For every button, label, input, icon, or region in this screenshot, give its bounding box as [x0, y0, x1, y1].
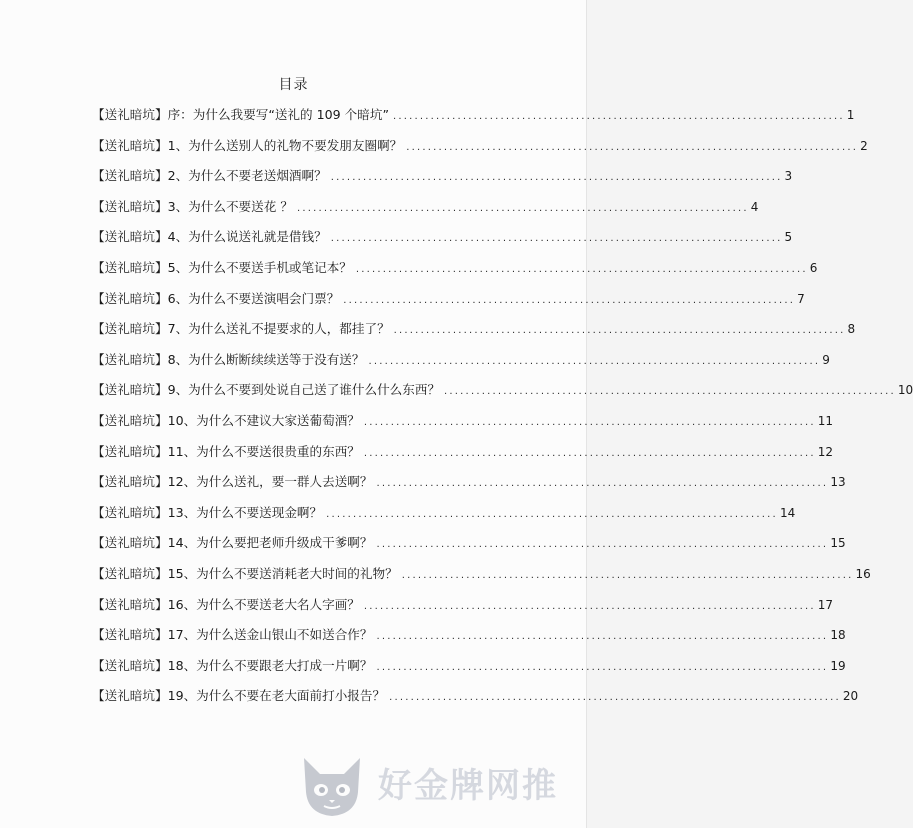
toc-page-number: 5 [784, 230, 793, 245]
toc-entry-label: 【送礼暗坑】5、为什么不要送手机或笔记本？ [92, 259, 352, 275]
toc-entry-label: 【送礼暗坑】13、为什么不要送现金啊？ [92, 504, 323, 520]
toc-leader-dots: .................................................................................... [406, 141, 859, 153]
toc-page-number: 19 [830, 658, 846, 673]
toc-page-number: 8 [847, 322, 856, 337]
toc-leader-dots: .................................................................................... [330, 233, 783, 245]
toc-entry[interactable] [92, 471, 846, 502]
toc-page-number: 6 [809, 260, 818, 275]
toc-entry-label: 【送礼暗坑】14、为什么要把老师升级成干爹啊？ [92, 535, 373, 551]
toc-entry-label: 【送礼暗坑】15、为什么不要送消耗老大时间的礼物？ [92, 565, 398, 581]
toc-entry[interactable] [92, 257, 818, 288]
toc-title: 目录 [278, 77, 309, 93]
toc-entry-label: 【送礼暗坑】16、为什么不要送老大名人字画？ [92, 596, 360, 612]
toc-page-number: 18 [830, 628, 846, 643]
toc-entry-label: 【送礼暗坑】18、为什么不要跟老大打成一片啊？ [92, 657, 373, 673]
toc-entry[interactable] [92, 318, 856, 349]
toc-page-number: 13 [830, 475, 846, 490]
toc-entry[interactable] [92, 104, 855, 135]
toc-entry-label: 【送礼暗坑】1、为什么送别人的礼物不要发朋友圈啊？ [92, 137, 403, 153]
toc-entry-label: 【送礼暗坑】19、为什么不要在老大面前打小报告？ [92, 688, 386, 704]
toc-page-number: 9 [822, 352, 830, 367]
toc-leader-dots: .................................................................................... [343, 294, 796, 306]
toc-entry[interactable] [92, 410, 833, 441]
toc-page-number: 17 [817, 597, 833, 612]
watermark-text: 好金牌网推 [378, 766, 558, 806]
toc-leader-dots: .................................................................................... [393, 325, 846, 337]
toc-leader-dots: .................................................................................... [376, 661, 829, 673]
toc-page-number: 1 [846, 108, 855, 122]
toc-entry[interactable] [92, 135, 868, 166]
toc-page-number: 12 [817, 444, 833, 459]
toc-entry[interactable] [92, 532, 846, 563]
toc-entry[interactable] [92, 685, 859, 716]
toc-entry-label: 【送礼暗坑】12、为什么送礼，要一群人去送啊？ [92, 474, 373, 490]
toc-entry-label: 【送礼暗坑】序：为什么我要写“送礼的 109 个暗坑” [92, 107, 389, 122]
toc-leader-dots: .................................................................................... [326, 508, 778, 520]
toc-entry-label: 【送礼暗坑】11、为什么不要送很贵重的东西？ [92, 443, 360, 459]
toc-leader-dots: .................................................................................... [376, 631, 829, 643]
toc-page-number: 10 [897, 383, 913, 398]
toc-entry[interactable] [92, 379, 913, 410]
toc-entry-label: 【送礼暗坑】8、为什么断断续续送等于没有送？ [92, 351, 365, 367]
toc-page-number: 11 [817, 413, 833, 428]
toc-entry-label: 【送礼暗坑】2、为什么不要老送烟酒啊？ [92, 168, 327, 184]
toc-leader-dots: .................................................................................... [401, 569, 854, 581]
toc-entry[interactable] [92, 165, 793, 196]
toc-page-number: 3 [784, 169, 793, 184]
toc-leader-dots: .................................................................................... [363, 416, 816, 428]
toc-page-number: 4 [750, 199, 759, 214]
toc-page-number: 7 [797, 291, 805, 306]
toc-leader-dots: .................................................................................... [363, 447, 816, 459]
toc-entry[interactable] [92, 655, 846, 686]
toc-leader-dots: .................................................................................... [392, 111, 845, 122]
toc-entry[interactable] [92, 441, 833, 472]
toc-entry[interactable] [92, 349, 830, 380]
toc-entry-label: 【送礼暗坑】3、为什么不要送花 ？ [92, 198, 293, 214]
toc-page-number: 2 [860, 138, 868, 153]
toc-leader-dots: .................................................................................... [376, 478, 829, 490]
toc-page-number: 20 [842, 689, 859, 704]
toc-entry[interactable] [92, 196, 759, 227]
toc-entry-label: 【送礼暗坑】4、为什么说送礼就是借钱？ [92, 229, 327, 245]
toc-entry[interactable] [92, 563, 871, 594]
toc-entry-label: 【送礼暗坑】9、为什么不要到处说自己送了谁什么什么东西？ [92, 382, 441, 398]
toc-entry-label: 【送礼暗坑】10、为什么不建议大家送葡萄酒？ [92, 412, 360, 428]
toc-entry-label: 【送礼暗坑】7、为什么送礼不提要求的人，都挂了？ [92, 321, 390, 337]
toc-list [92, 104, 913, 716]
cat-logo-icon [296, 748, 368, 820]
watermark [296, 748, 581, 820]
toc-entry-label: 【送礼暗坑】17、为什么送金山银山不如送合作？ [92, 627, 373, 643]
toc-page-number: 16 [855, 566, 871, 581]
toc-leader-dots: .................................................................................... [330, 172, 783, 184]
toc-leader-dots: .................................................................................... [368, 355, 821, 367]
toc-leader-dots: .................................................................................... [376, 539, 829, 551]
toc-entry[interactable] [92, 288, 805, 319]
toc-page-number: 14 [779, 505, 796, 520]
toc-leader-dots: .................................................................................... [296, 202, 749, 214]
toc-leader-dots: .................................................................................... [444, 386, 896, 398]
toc-entry[interactable] [92, 624, 846, 655]
toc-entry-label: 【送礼暗坑】6、为什么不要送演唱会门票？ [92, 290, 340, 306]
toc-page-number: 15 [830, 536, 846, 551]
toc-entry[interactable] [92, 594, 833, 625]
toc-leader-dots: .................................................................................... [363, 600, 816, 612]
toc-entry[interactable] [92, 226, 793, 257]
toc-leader-dots: .................................................................................... [355, 263, 808, 275]
toc-leader-dots: .................................................................................... [389, 692, 841, 704]
toc-entry[interactable] [92, 502, 796, 533]
